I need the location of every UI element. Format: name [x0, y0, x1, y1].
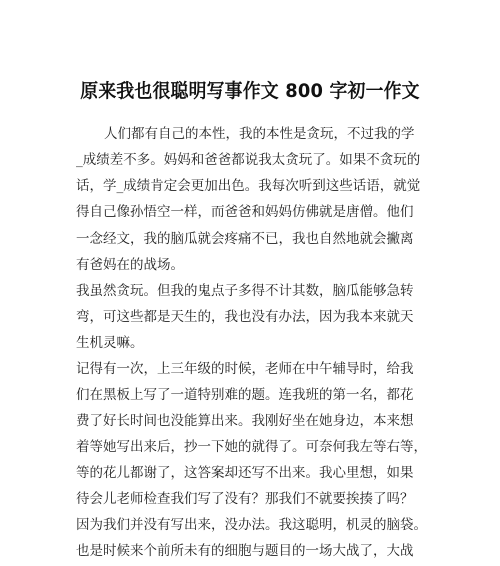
text-line: 也是时候来个前所未有的细胞与题目的一场大战了，大战 — [76, 543, 414, 559]
text-line: 待会儿老师检查我们写了没有？那我们不就要挨揍了吗？ — [76, 491, 414, 507]
text-line: 因为我们并没有写出来，没办法。我这聪明，机灵的脑袋。 — [76, 517, 427, 533]
text-line: 一念经文，我的脑瓜就会疼痛不已，我也自然地就会撇离 — [76, 231, 414, 247]
text-line: 得自己像孙悟空一样，而爸爸和妈妈仿佛就是唐僧。他们 — [76, 204, 414, 220]
text-line: 费了好长时间也没能算出来。我刚好坐在她身边，本来想 — [76, 413, 414, 429]
text-line: 着等她写出来后，抄一下她的就得了。可奈何我左等右等， — [76, 439, 427, 455]
text-line: 话，学_成绩肯定会更加出色。我每次听到这些话语，就觉 — [76, 178, 421, 194]
document-title: 原来我也很聪明写事作文 800 字初一作文 — [80, 80, 420, 102]
text-line: 等的花儿都谢了，这答案却还写不出来。我心里想，如果 — [76, 465, 414, 481]
text-line: 我虽然贪玩。但我的鬼点子多得不计其数，脑瓜能够急转 — [76, 283, 414, 299]
text-line: 们在黑板上写了一道特别难的题。连我班的第一名，都花 — [76, 387, 414, 403]
text-line: 记得有一次，上三年级的时候，老师在中午辅导时，给我 — [76, 361, 414, 377]
text-line: 生机灵嘛。 — [76, 335, 144, 351]
text-line: _成绩差不多。妈妈和爸爸都说我太贪玩了。如果不贪玩的 — [76, 152, 421, 168]
text-line: 有爸妈在的战场。 — [76, 257, 184, 273]
text-line: 人们都有自己的本性，我的本性是贪玩，不过我的学 — [104, 126, 415, 142]
text-line: 弯，可这些都是天生的，我也没有办法，因为我本来就天 — [76, 309, 414, 325]
